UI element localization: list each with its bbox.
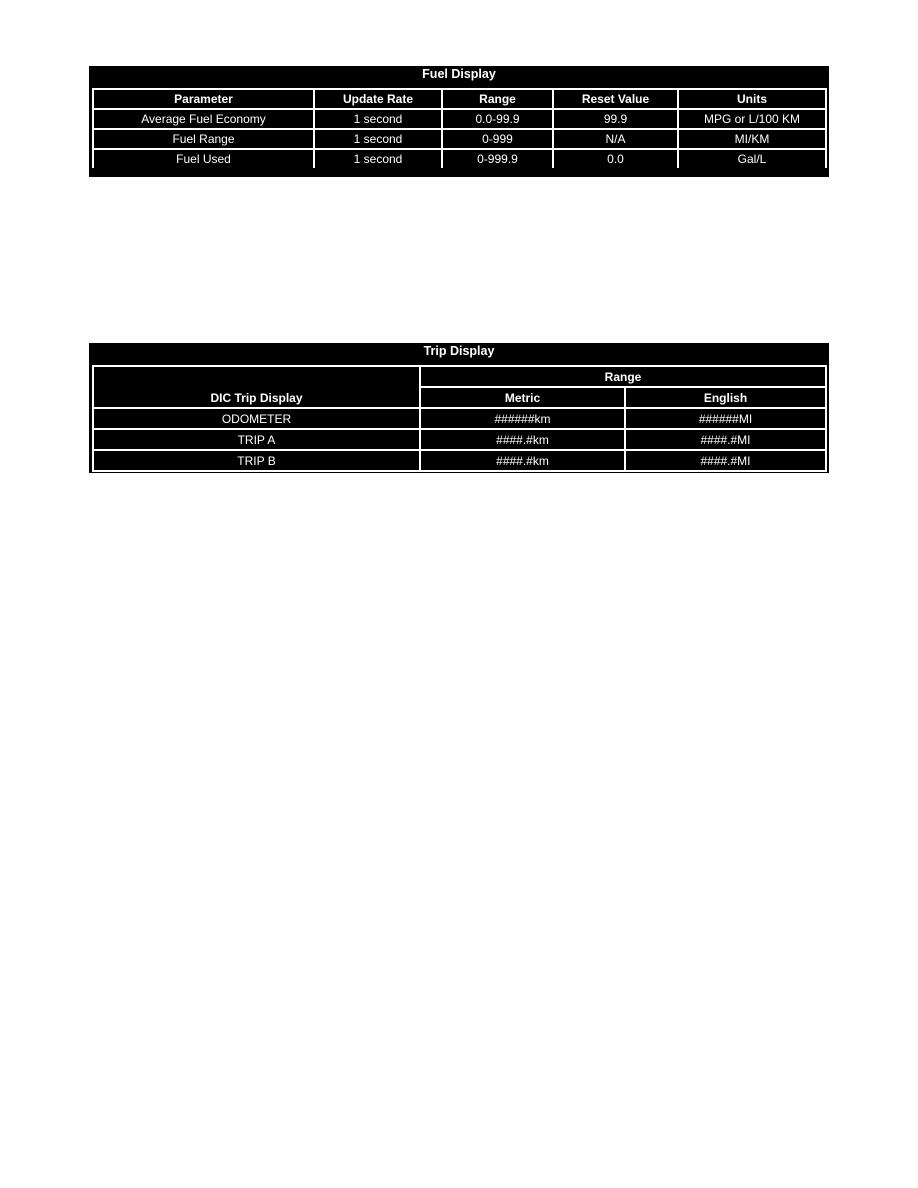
header-reset-value: Reset Value (553, 89, 678, 109)
header-metric: Metric (420, 387, 625, 408)
table-cell: 1 second (314, 109, 442, 129)
fuel-display-title: Fuel Display (422, 67, 496, 81)
table-cell: ####.#MI (625, 429, 826, 450)
header-english: English (625, 387, 826, 408)
table-cell: ####.#km (420, 429, 625, 450)
header-dic-trip-display: DIC Trip Display (93, 366, 420, 408)
table-cell: 0.0-99.9 (442, 109, 553, 129)
header-parameter: Parameter (93, 89, 314, 109)
table-cell: ######MI (625, 408, 826, 429)
table-row (93, 129, 826, 149)
header-range: Range (442, 89, 553, 109)
table-cell: Gal/L (678, 149, 826, 168)
table-cell: 0-999 (442, 129, 553, 149)
table-cell: ####.#km (420, 450, 625, 471)
table-cell: TRIP B (93, 450, 420, 471)
fuel-display-table-panel (89, 66, 829, 177)
table-row (93, 149, 826, 168)
table-cell: Average Fuel Economy (93, 109, 314, 129)
table-cell: 0.0 (553, 149, 678, 168)
header-units: Units (678, 89, 826, 109)
table-cell: ######km (420, 408, 625, 429)
trip-display-table (92, 365, 827, 472)
table-cell: 0-999.9 (442, 149, 553, 168)
table-cell: Fuel Used (93, 149, 314, 168)
table-header-row (93, 89, 826, 109)
table-cell: MI/KM (678, 129, 826, 149)
fuel-display-table (92, 88, 827, 168)
table-row (93, 408, 826, 429)
table-cell: N/A (553, 129, 678, 149)
table-cell: Fuel Range (93, 129, 314, 149)
table-cell: MPG or L/100 KM (678, 109, 826, 129)
table-header-row (93, 366, 826, 387)
table-cell: 99.9 (553, 109, 678, 129)
table-row (93, 429, 826, 450)
header-range-group: Range (420, 366, 826, 387)
table-row (93, 109, 826, 129)
table-cell: 1 second (314, 149, 442, 168)
table-cell: ####.#MI (625, 450, 826, 471)
table-row (93, 450, 826, 471)
header-update-rate: Update Rate (314, 89, 442, 109)
table-cell: TRIP A (93, 429, 420, 450)
trip-display-title: Trip Display (423, 344, 495, 358)
table-cell: ODOMETER (93, 408, 420, 429)
trip-display-table-panel (89, 343, 829, 473)
table-cell: 1 second (314, 129, 442, 149)
